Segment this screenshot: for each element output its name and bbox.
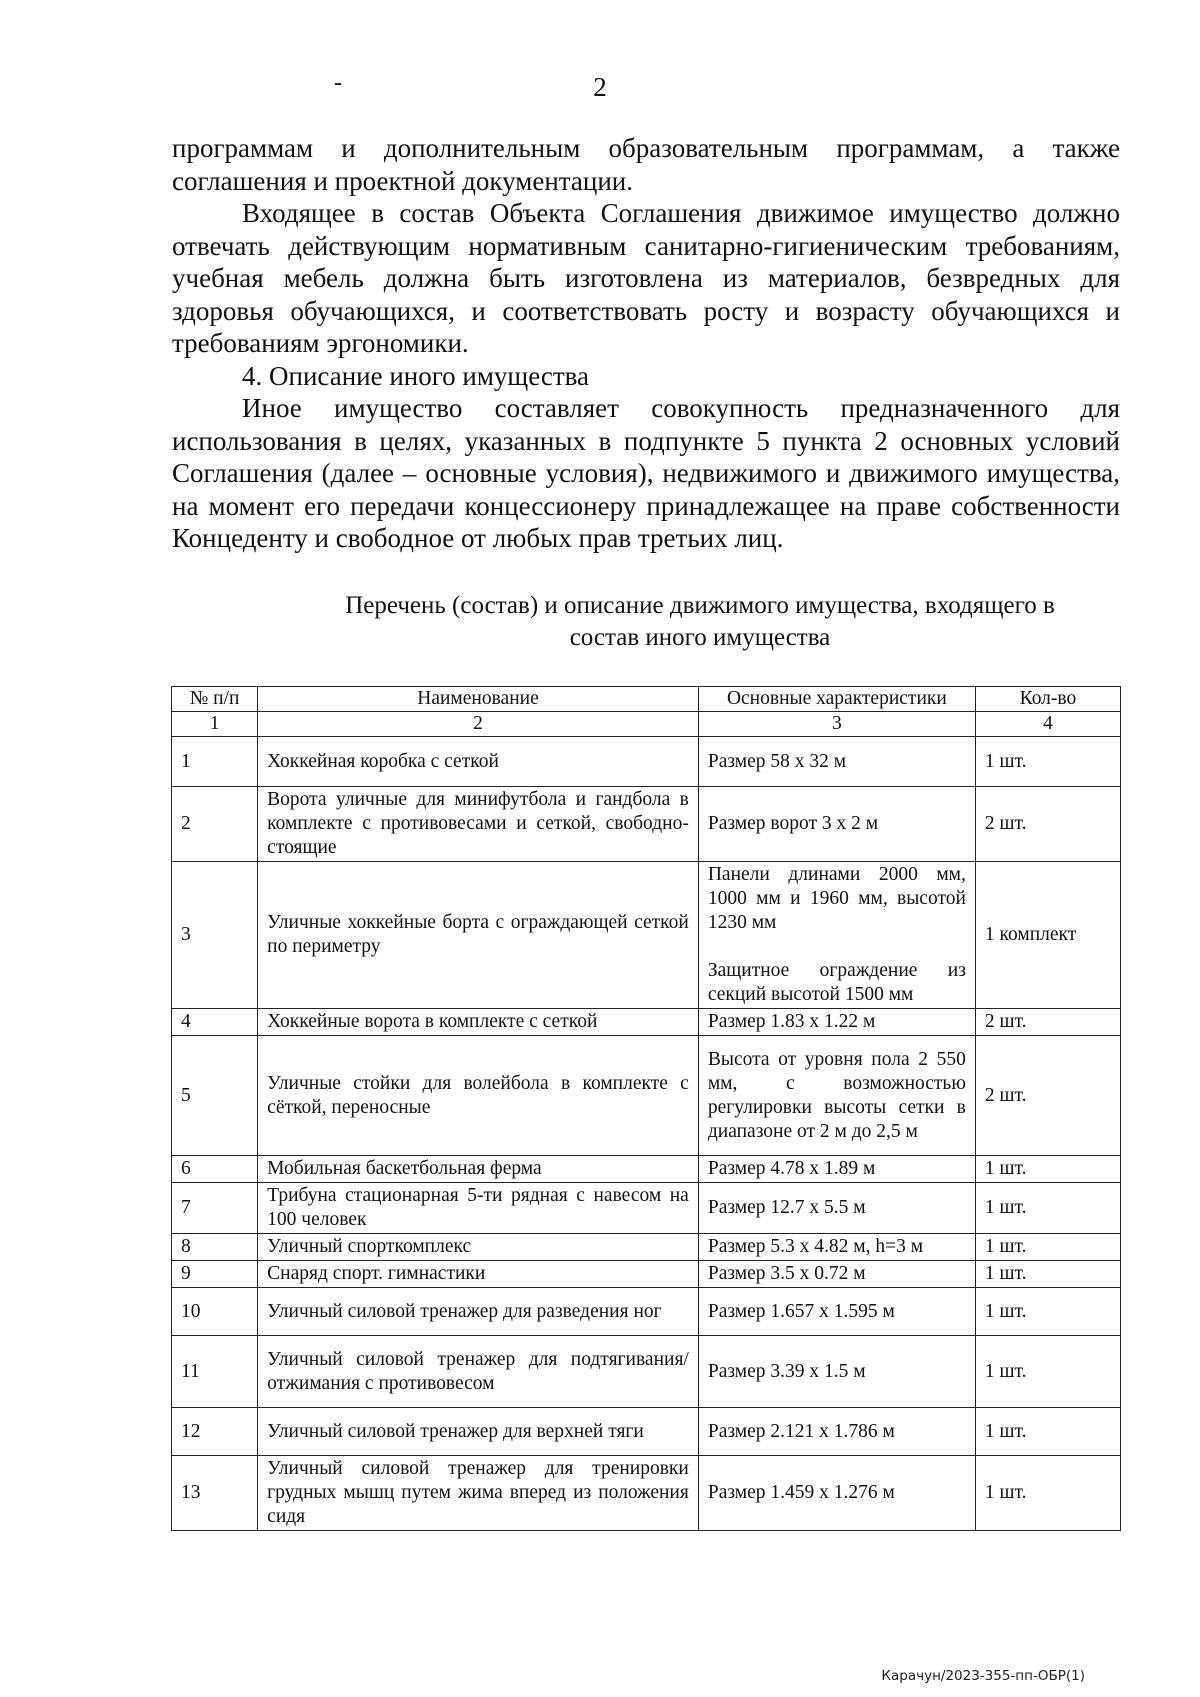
index-cell-4: 4 xyxy=(975,712,1120,737)
row-name: Ворота уличные для минифутбола и гандбола в комплекте с противовесами и сеткой, свободно-стоящие xyxy=(258,787,699,862)
row-number: 12 xyxy=(172,1408,258,1456)
row-characteristics xyxy=(698,1288,975,1336)
row-quantity: 1 комплект xyxy=(975,862,1120,1009)
row-number: 3 xyxy=(172,862,258,1009)
row-characteristics-text: Размер 2.121 х 1.786 м xyxy=(707,1420,895,1442)
row-quantity: 2 шт. xyxy=(975,1036,1120,1156)
row-characteristics xyxy=(698,1009,975,1036)
section-heading-other-property: 4. Описание иного имущества xyxy=(242,360,590,391)
row-characteristics-text: Размер 5.3 х 4.82 м, h=3 м xyxy=(707,1236,924,1257)
row-characteristics-text: Размер 1.83 х 1.22 м xyxy=(707,1011,876,1032)
row-name: Хоккейные ворота в комплекте с сеткой xyxy=(258,1009,699,1036)
row-characteristics-text: Панели длинами 2000 мм, 1000 мм и 1960 мм, высотой 1230 мм xyxy=(707,864,966,933)
row-characteristics-text: Размер 1.657 х 1.595 м xyxy=(707,1300,895,1322)
table-row xyxy=(172,1261,1121,1288)
property-table xyxy=(171,686,1121,1531)
row-name: Трибуна стационарная 5-ти рядная с навесом на 100 человек xyxy=(258,1183,699,1234)
row-characteristics-text: Размер 12.7 х 5.5 м xyxy=(707,1197,866,1218)
table-title-line-2: состав иного имущества xyxy=(569,624,831,651)
row-number: 4 xyxy=(172,1009,258,1036)
table-row xyxy=(172,862,1121,1009)
body-text xyxy=(172,132,1120,555)
table-row xyxy=(172,1036,1121,1156)
row-number: 10 xyxy=(172,1288,258,1336)
row-characteristics-text: Размер ворот 3 х 2 м xyxy=(707,813,879,834)
row-characteristics xyxy=(698,862,975,1009)
header-characteristics: Основные характеристики xyxy=(698,687,975,712)
row-quantity: 1 шт. xyxy=(975,1336,1120,1408)
table-index-row xyxy=(172,712,1121,737)
row-number: 11 xyxy=(172,1336,258,1408)
header-quantity: Кол-во xyxy=(975,687,1120,712)
row-characteristics xyxy=(698,1261,975,1288)
row-name: Снаряд спорт. гимнастики xyxy=(258,1261,699,1288)
row-characteristics xyxy=(698,1408,975,1456)
row-characteristics xyxy=(698,1336,975,1408)
footer-document-code: Карачун/2023-355-пп-ОБР(1) xyxy=(881,1668,1085,1684)
row-number: 8 xyxy=(172,1234,258,1261)
row-quantity: 1 шт. xyxy=(975,1183,1120,1234)
table-row xyxy=(172,1009,1121,1036)
row-name: Уличный силовой тренажер для подтягивания/ отжимания с противовесом xyxy=(258,1336,699,1408)
row-characteristics xyxy=(698,1456,975,1531)
table-row xyxy=(172,1183,1121,1234)
row-quantity: 1 шт. xyxy=(975,1408,1120,1456)
table-row xyxy=(172,737,1121,787)
row-quantity: 1 шт. xyxy=(975,1456,1120,1531)
row-quantity: 2 шт. xyxy=(975,1009,1120,1036)
table-row xyxy=(172,1336,1121,1408)
row-characteristics xyxy=(698,1036,975,1156)
row-name: Уличный силовой тренажер для верхней тяги xyxy=(258,1408,699,1456)
row-number: 2 xyxy=(172,787,258,862)
row-quantity: 1 шт. xyxy=(975,1288,1120,1336)
row-characteristics-text: Высота от уровня пола 2 550 мм, с возможностью регулировки высоты сетки в диапазоне от 2 м до 2,5 м xyxy=(707,1048,966,1142)
row-number: 5 xyxy=(172,1036,258,1156)
row-name: Уличный спорткомплекс xyxy=(258,1234,699,1261)
row-characteristics-text: Размер 1.459 х 1.276 м xyxy=(707,1482,895,1503)
index-cell-3: 3 xyxy=(698,712,975,737)
row-number: 1 xyxy=(172,737,258,787)
row-characteristics-text: Размер 4.78 х 1.89 м xyxy=(707,1158,876,1179)
row-quantity: 1 шт. xyxy=(975,1156,1120,1183)
table-title xyxy=(220,590,1180,654)
page-number: 2 xyxy=(593,72,607,102)
stray-mark: - xyxy=(334,70,342,96)
header-number: № п/п xyxy=(172,687,258,712)
row-characteristics-text: Размер 3.39 х 1.5 м xyxy=(707,1360,866,1382)
row-number: 6 xyxy=(172,1156,258,1183)
table-row xyxy=(172,1408,1121,1456)
table-row xyxy=(172,1288,1121,1336)
table-row xyxy=(172,1156,1121,1183)
row-characteristics xyxy=(698,737,975,787)
row-quantity: 1 шт. xyxy=(975,1261,1120,1288)
row-characteristics xyxy=(698,1156,975,1183)
index-cell-1: 1 xyxy=(172,712,258,737)
row-name: Мобильная баскетбольная ферма xyxy=(258,1156,699,1183)
row-characteristics-text: Размер 3.5 х 0.72 м xyxy=(707,1263,866,1284)
table-row xyxy=(172,787,1121,862)
table-body xyxy=(172,737,1121,1531)
row-characteristics-extra: Защитное ограждение из секций высотой 1500 мм xyxy=(707,960,966,1005)
row-characteristics xyxy=(698,1234,975,1261)
row-name: Уличные хоккейные борта с ограждающей сеткой по периметру xyxy=(258,862,699,1009)
header-name: Наименование xyxy=(258,687,699,712)
table-header-row xyxy=(172,687,1121,712)
row-characteristics-text: Размер 58 х 32 м xyxy=(707,750,847,772)
row-quantity: 1 шт. xyxy=(975,737,1120,787)
table-row xyxy=(172,1456,1121,1531)
index-cell-2: 2 xyxy=(258,712,699,737)
table-title-line-1: Перечень (состав) и описание движимого имущества, входящего в xyxy=(345,592,1055,619)
row-number: 13 xyxy=(172,1456,258,1531)
paragraph-movable-property: Входящее в состав Объекта Соглашения движимое имущество должно отвечать действующим нормативным санитарно-гигиеническим требованиям, учебная мебель должна быть изготовлена из материалов, безвредных для здоровья обучающихся, и соответствовать росту и возрасту обучающихся и требованиям эргономики. xyxy=(172,198,1120,358)
paragraph-continuation: программам и дополнительным образовательным программам, а также соглашения и проектной документации. xyxy=(172,133,1120,196)
row-characteristics xyxy=(698,787,975,862)
row-number: 7 xyxy=(172,1183,258,1234)
table-row xyxy=(172,1234,1121,1261)
row-characteristics xyxy=(698,1183,975,1234)
paragraph-other-property: Иное имущество составляет совокупность предназначенного для использования в целях, указанных в подпункте 5 пункта 2 основных условий Соглашения (далее – основные условия), недвижимого и движимого имущества, на момент его передачи концессионеру принадлежащее на праве собственности Концеденту и свободное от любых прав третьих лиц. xyxy=(172,393,1120,553)
row-name: Уличные стойки для волейбола в комплекте с сёткой, переносные xyxy=(258,1036,699,1156)
row-quantity: 2 шт. xyxy=(975,787,1120,862)
row-number: 9 xyxy=(172,1261,258,1288)
row-name: Уличный силовой тренажер для тренировки грудных мышц путем жима вперед из положения сидя xyxy=(258,1456,699,1531)
row-name: Хоккейная коробка с сеткой xyxy=(258,737,699,787)
row-name: Уличный силовой тренажер для разведения ног xyxy=(258,1288,699,1336)
row-quantity: 1 шт. xyxy=(975,1234,1120,1261)
